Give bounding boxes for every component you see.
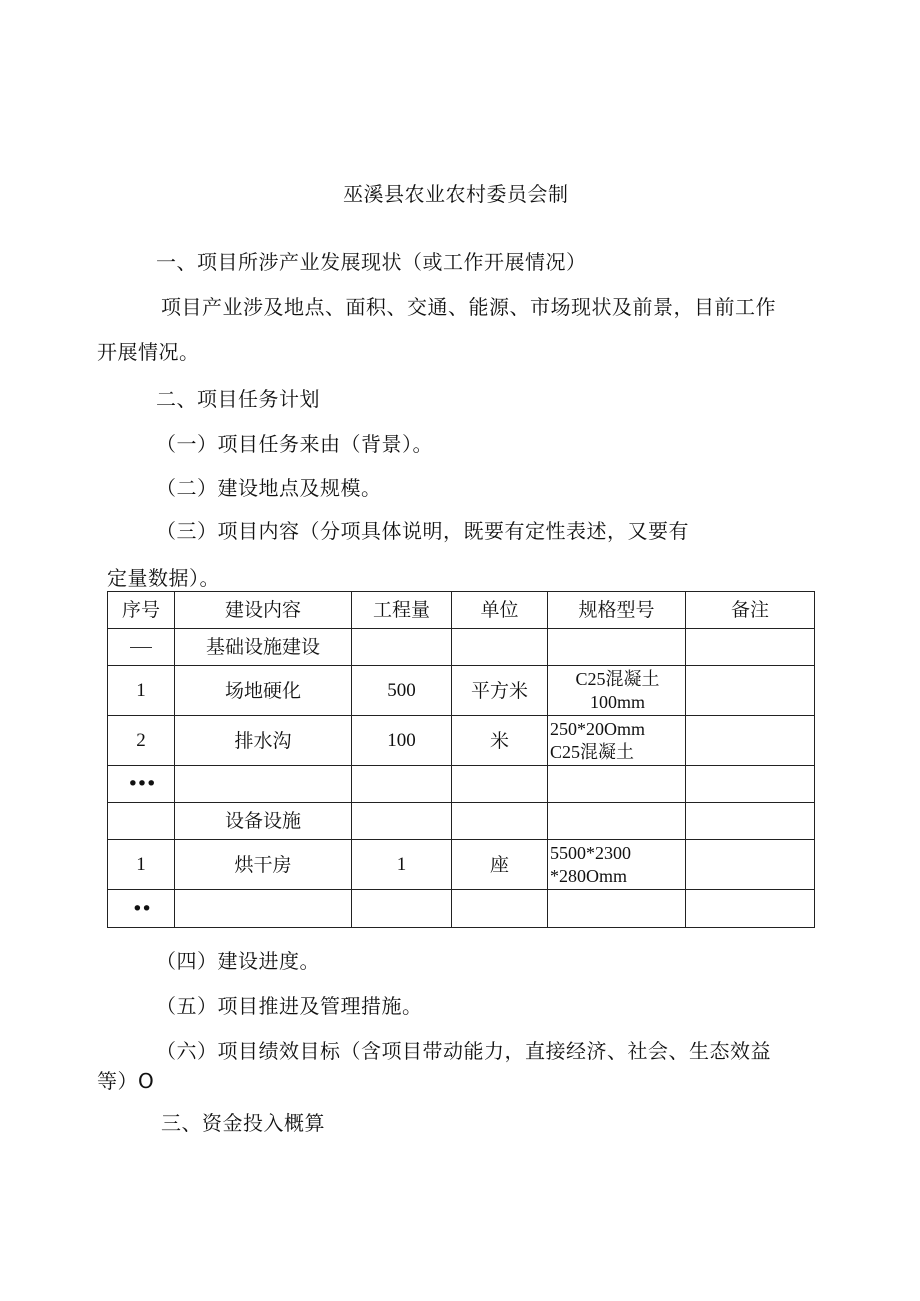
- qty-cell: [352, 803, 452, 840]
- issuer-line: 巫溪县农业农村委员会制: [343, 182, 569, 206]
- section-1-body-line-1: 项目产业涉及地点、面积、交通、能源、市场现状及前景，目前工作: [161, 295, 776, 319]
- content-cell: [175, 766, 352, 803]
- seq-cell: •••: [108, 766, 175, 803]
- spec-line-2: 100mm: [589, 691, 645, 712]
- table-row: [108, 766, 815, 803]
- spec-cell: [548, 766, 686, 803]
- table-row: [108, 666, 815, 716]
- seq-cell: [108, 803, 175, 840]
- note-cell: [686, 716, 815, 766]
- table-header-row: [108, 592, 815, 629]
- note-cell: [686, 803, 815, 840]
- unit-cell: [452, 890, 548, 928]
- qty-cell: 500: [352, 666, 452, 716]
- spec-line-2: *280Omm: [550, 865, 628, 886]
- section-2-item-3-line-1: （三）项目内容（分项具体说明，既要有定性表述，又要有: [156, 519, 689, 543]
- header-seq: 序号: [108, 592, 175, 629]
- spec-cell: [548, 716, 686, 766]
- section-2-item-1: （一）项目任务来由（背景）。: [156, 432, 433, 456]
- spec-cell: [548, 666, 686, 716]
- header-spec: 规格型号: [548, 592, 686, 629]
- unit-cell: 米: [452, 716, 548, 766]
- section-2-item-6-line-1: （六）项目绩效目标（含项目带动能力，直接经济、社会、生态效益: [156, 1039, 771, 1063]
- seq-cell: 1: [108, 666, 175, 716]
- note-cell: [686, 629, 815, 666]
- qty-cell: [352, 890, 452, 928]
- section-3-title: 三、资金投入概算: [161, 1111, 325, 1135]
- unit-cell: 座: [452, 840, 548, 890]
- table-row: [108, 840, 815, 890]
- content-cell: 设备设施: [175, 803, 352, 840]
- table-row: [108, 803, 815, 840]
- qty-cell: 1: [352, 840, 452, 890]
- header-content: 建设内容: [175, 592, 352, 629]
- section-1-body-line-2: 开展情况。: [97, 340, 200, 364]
- dash-mark: [130, 647, 152, 648]
- spec-cell: [548, 890, 686, 928]
- seq-cell: ••: [108, 890, 175, 928]
- section-1-title: 一、项目所涉产业发展现状（或工作开展情况）: [156, 250, 587, 274]
- content-cell: [175, 890, 352, 928]
- qty-cell: [352, 629, 452, 666]
- section-2-item-5: （五）项目推进及管理措施。: [156, 994, 423, 1018]
- section-2-item-2: （二）建设地点及规模。: [156, 476, 382, 500]
- spec-line-2: C25混凝土: [550, 741, 635, 762]
- header-qty: 工程量: [352, 592, 452, 629]
- table-row: [108, 629, 815, 666]
- spec-cell: [548, 803, 686, 840]
- spec-cell: [548, 840, 686, 890]
- unit-cell: [452, 803, 548, 840]
- spec-line-1: C25混凝土: [575, 668, 660, 689]
- spec-line-1: 5500*2300: [550, 842, 631, 863]
- section-2-title: 二、项目任务计划: [156, 387, 320, 411]
- note-cell: [686, 840, 815, 890]
- content-cell: 排水沟: [175, 716, 352, 766]
- section-2-item-3-line-2: 定量数据）。: [107, 566, 220, 590]
- project-content-table: [107, 591, 815, 928]
- spec-line-1: 250*20Omm: [550, 718, 646, 739]
- content-cell: 场地硬化: [175, 666, 352, 716]
- table-row: [108, 890, 815, 928]
- note-cell: [686, 766, 815, 803]
- unit-cell: [452, 766, 548, 803]
- note-cell: [686, 890, 815, 928]
- section-2-item-6-line-2: 等）O: [97, 1069, 155, 1093]
- content-cell: 基础设施建设: [175, 629, 352, 666]
- unit-cell: 平方米: [452, 666, 548, 716]
- qty-cell: 100: [352, 716, 452, 766]
- content-cell: 烘干房: [175, 840, 352, 890]
- table-row: [108, 716, 815, 766]
- note-cell: [686, 666, 815, 716]
- qty-cell: [352, 766, 452, 803]
- spec-cell: [548, 629, 686, 666]
- seq-cell: [108, 629, 175, 666]
- unit-cell: [452, 629, 548, 666]
- header-unit: 单位: [452, 592, 548, 629]
- seq-cell: 2: [108, 716, 175, 766]
- header-note: 备注: [686, 592, 815, 629]
- section-2-item-4: （四）建设进度。: [156, 949, 320, 973]
- seq-cell: 1: [108, 840, 175, 890]
